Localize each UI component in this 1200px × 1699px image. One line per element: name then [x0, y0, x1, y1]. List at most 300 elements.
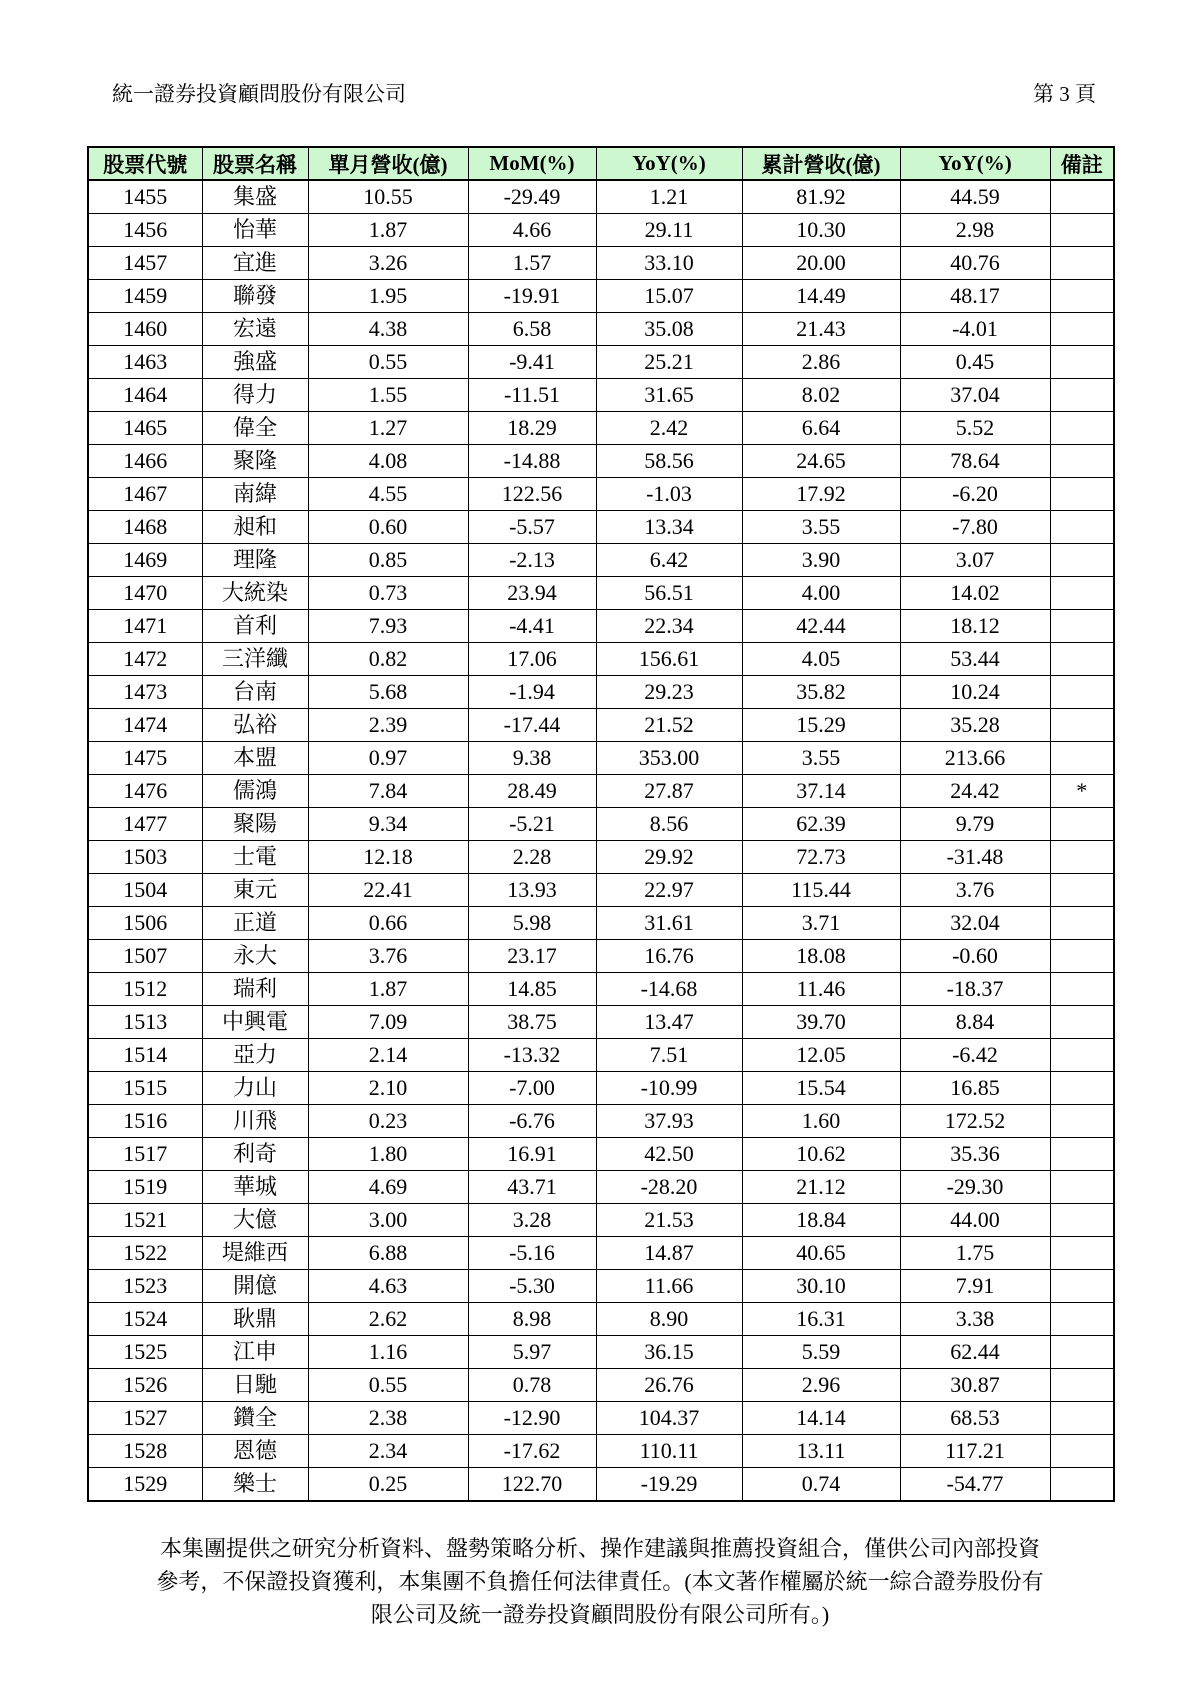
cell-stock-name: 弘裕 — [202, 709, 308, 742]
cell-mom-pct: 8.98 — [468, 1303, 596, 1336]
cell-mom-pct: 23.17 — [468, 940, 596, 973]
cell-yoy-pct: 104.37 — [596, 1402, 742, 1435]
cell-mom-pct: 28.49 — [468, 775, 596, 808]
cell-cumulative-revenue: 21.12 — [742, 1171, 900, 1204]
cell-cumulative-revenue: 16.31 — [742, 1303, 900, 1336]
disclaimer-line: 限公司及統一證券投資顧問股份有限公司所有。) — [370, 1602, 830, 1627]
cell-stock-name: 江申 — [202, 1336, 308, 1369]
cell-yoy-pct: -1.03 — [596, 478, 742, 511]
cell-remark — [1050, 907, 1114, 940]
table-row — [88, 610, 1114, 643]
cell-cumulative-yoy-pct: 35.28 — [900, 709, 1050, 742]
cell-cumulative-yoy-pct: 18.12 — [900, 610, 1050, 643]
cell-cumulative-yoy-pct: 1.75 — [900, 1237, 1050, 1270]
cell-yoy-pct: 8.90 — [596, 1303, 742, 1336]
cell-cumulative-yoy-pct: 8.84 — [900, 1006, 1050, 1039]
cell-cumulative-yoy-pct: -6.20 — [900, 478, 1050, 511]
cell-monthly-revenue: 0.66 — [308, 907, 468, 940]
cell-cumulative-yoy-pct: -29.30 — [900, 1171, 1050, 1204]
cell-stock-code: 1459 — [88, 280, 202, 313]
table-row — [88, 544, 1114, 577]
cell-yoy-pct: 31.61 — [596, 907, 742, 940]
cell-yoy-pct: 27.87 — [596, 775, 742, 808]
cell-stock-code: 1507 — [88, 940, 202, 973]
cell-mom-pct: 13.93 — [468, 874, 596, 907]
cell-monthly-revenue: 5.68 — [308, 676, 468, 709]
cell-monthly-revenue: 2.39 — [308, 709, 468, 742]
cell-yoy-pct: 22.97 — [596, 874, 742, 907]
table-row — [88, 577, 1114, 610]
cell-stock-name: 永大 — [202, 940, 308, 973]
table-row — [88, 1369, 1114, 1402]
col-header-mom: MoM(%) — [468, 147, 596, 180]
cell-monthly-revenue: 9.34 — [308, 808, 468, 841]
cell-mom-pct: -13.32 — [468, 1039, 596, 1072]
cell-stock-name: 首利 — [202, 610, 308, 643]
cell-cumulative-revenue: 15.29 — [742, 709, 900, 742]
cell-remark — [1050, 874, 1114, 907]
cell-remark — [1050, 940, 1114, 973]
cell-remark — [1050, 1270, 1114, 1303]
cell-cumulative-yoy-pct: 2.98 — [900, 214, 1050, 247]
cell-cumulative-yoy-pct: 5.52 — [900, 412, 1050, 445]
cell-mom-pct: 23.94 — [468, 577, 596, 610]
cell-monthly-revenue: 1.27 — [308, 412, 468, 445]
cell-monthly-revenue: 0.97 — [308, 742, 468, 775]
cell-yoy-pct: 36.15 — [596, 1336, 742, 1369]
cell-cumulative-yoy-pct: 0.45 — [900, 346, 1050, 379]
cell-mom-pct: -7.00 — [468, 1072, 596, 1105]
cell-remark — [1050, 709, 1114, 742]
cell-yoy-pct: 8.56 — [596, 808, 742, 841]
table-header-row — [88, 147, 1114, 180]
cell-stock-code: 1469 — [88, 544, 202, 577]
cell-stock-name: 昶和 — [202, 511, 308, 544]
cell-yoy-pct: 35.08 — [596, 313, 742, 346]
cell-monthly-revenue: 7.93 — [308, 610, 468, 643]
cell-cumulative-revenue: 62.39 — [742, 808, 900, 841]
cell-cumulative-revenue: 4.00 — [742, 577, 900, 610]
cell-remark — [1050, 247, 1114, 280]
cell-mom-pct: 5.97 — [468, 1336, 596, 1369]
cell-stock-name: 東元 — [202, 874, 308, 907]
cell-mom-pct: -5.21 — [468, 808, 596, 841]
table-row — [88, 676, 1114, 709]
cell-mom-pct: 9.38 — [468, 742, 596, 775]
page-header — [112, 78, 1096, 112]
cell-mom-pct: -14.88 — [468, 445, 596, 478]
cell-stock-name: 理隆 — [202, 544, 308, 577]
cell-mom-pct: -12.90 — [468, 1402, 596, 1435]
disclaimer-line: 本集團提供之研究分析資料、盤勢策略分析、操作建議與推薦投資組合，僅供公司內部投資 — [159, 1536, 1040, 1561]
page-number: 第 3 頁 — [1033, 82, 1096, 106]
cell-remark — [1050, 1435, 1114, 1468]
cell-cumulative-yoy-pct: 14.02 — [900, 577, 1050, 610]
col-header-yoy: YoY(%) — [596, 147, 742, 180]
cell-yoy-pct: 21.53 — [596, 1204, 742, 1237]
table-row — [88, 1303, 1114, 1336]
cell-remark — [1050, 445, 1114, 478]
cell-yoy-pct: -14.68 — [596, 973, 742, 1006]
cell-cumulative-yoy-pct: -6.42 — [900, 1039, 1050, 1072]
cell-cumulative-yoy-pct: 16.85 — [900, 1072, 1050, 1105]
cell-cumulative-yoy-pct: 3.38 — [900, 1303, 1050, 1336]
cell-mom-pct: 0.78 — [468, 1369, 596, 1402]
table-row — [88, 1402, 1114, 1435]
cell-yoy-pct: 15.07 — [596, 280, 742, 313]
cell-stock-name: 偉全 — [202, 412, 308, 445]
table-row — [88, 180, 1114, 214]
cell-cumulative-revenue: 2.96 — [742, 1369, 900, 1402]
cell-mom-pct: 1.57 — [468, 247, 596, 280]
cell-stock-name: 本盟 — [202, 742, 308, 775]
cell-stock-name: 宜進 — [202, 247, 308, 280]
cell-mom-pct: -19.91 — [468, 280, 596, 313]
cell-yoy-pct: 29.11 — [596, 214, 742, 247]
table-row — [88, 1270, 1114, 1303]
table-row — [88, 1072, 1114, 1105]
table-row — [88, 1105, 1114, 1138]
cell-monthly-revenue: 6.88 — [308, 1237, 468, 1270]
cell-remark — [1050, 841, 1114, 874]
cell-cumulative-yoy-pct: 68.53 — [900, 1402, 1050, 1435]
cell-remark — [1050, 1171, 1114, 1204]
table-row — [88, 214, 1114, 247]
table-row — [88, 1039, 1114, 1072]
cell-stock-code: 1468 — [88, 511, 202, 544]
cell-remark — [1050, 1237, 1114, 1270]
cell-cumulative-revenue: 5.59 — [742, 1336, 900, 1369]
cell-monthly-revenue: 0.55 — [308, 346, 468, 379]
cell-stock-code: 1522 — [88, 1237, 202, 1270]
cell-cumulative-revenue: 40.65 — [742, 1237, 900, 1270]
cell-cumulative-yoy-pct: -18.37 — [900, 973, 1050, 1006]
cell-stock-code: 1512 — [88, 973, 202, 1006]
disclaimer — [100, 1532, 1100, 1631]
cell-remark — [1050, 1369, 1114, 1402]
cell-mom-pct: 122.56 — [468, 478, 596, 511]
cell-monthly-revenue: 12.18 — [308, 841, 468, 874]
cell-yoy-pct: 56.51 — [596, 577, 742, 610]
cell-stock-code: 1472 — [88, 643, 202, 676]
table-row — [88, 973, 1114, 1006]
cell-yoy-pct: 25.21 — [596, 346, 742, 379]
cell-stock-name: 儒鴻 — [202, 775, 308, 808]
cell-cumulative-revenue: 0.74 — [742, 1468, 900, 1502]
cell-stock-name: 大億 — [202, 1204, 308, 1237]
col-header-cumulative-revenue: 累計營收(億) — [742, 147, 900, 180]
cell-stock-name: 耿鼎 — [202, 1303, 308, 1336]
cell-cumulative-yoy-pct: 40.76 — [900, 247, 1050, 280]
cell-yoy-pct: 11.66 — [596, 1270, 742, 1303]
cell-cumulative-yoy-pct: -7.80 — [900, 511, 1050, 544]
cell-mom-pct: -6.76 — [468, 1105, 596, 1138]
table-row — [88, 247, 1114, 280]
cell-monthly-revenue: 1.55 — [308, 379, 468, 412]
cell-remark — [1050, 313, 1114, 346]
cell-monthly-revenue: 7.09 — [308, 1006, 468, 1039]
cell-stock-code: 1503 — [88, 841, 202, 874]
cell-stock-name: 大統染 — [202, 577, 308, 610]
cell-remark — [1050, 1039, 1114, 1072]
cell-mom-pct: 16.91 — [468, 1138, 596, 1171]
cell-cumulative-revenue: 13.11 — [742, 1435, 900, 1468]
cell-monthly-revenue: 1.87 — [308, 214, 468, 247]
cell-stock-code: 1475 — [88, 742, 202, 775]
cell-mom-pct: 3.28 — [468, 1204, 596, 1237]
cell-remark — [1050, 643, 1114, 676]
table-row — [88, 709, 1114, 742]
cell-stock-name: 開億 — [202, 1270, 308, 1303]
cell-monthly-revenue: 4.08 — [308, 445, 468, 478]
cell-cumulative-yoy-pct: 37.04 — [900, 379, 1050, 412]
cell-remark — [1050, 676, 1114, 709]
cell-cumulative-revenue: 3.90 — [742, 544, 900, 577]
cell-stock-name: 士電 — [202, 841, 308, 874]
cell-stock-code: 1517 — [88, 1138, 202, 1171]
cell-monthly-revenue: 10.55 — [308, 180, 468, 214]
table-row — [88, 940, 1114, 973]
col-header-code: 股票代號 — [88, 147, 202, 180]
cell-stock-code: 1470 — [88, 577, 202, 610]
cell-monthly-revenue: 4.63 — [308, 1270, 468, 1303]
cell-cumulative-yoy-pct: 3.07 — [900, 544, 1050, 577]
cell-monthly-revenue: 1.95 — [308, 280, 468, 313]
cell-yoy-pct: 156.61 — [596, 643, 742, 676]
cell-mom-pct: 17.06 — [468, 643, 596, 676]
cell-yoy-pct: 58.56 — [596, 445, 742, 478]
cell-monthly-revenue: 1.87 — [308, 973, 468, 1006]
cell-stock-code: 1525 — [88, 1336, 202, 1369]
table-row — [88, 1171, 1114, 1204]
cell-mom-pct: 18.29 — [468, 412, 596, 445]
cell-cumulative-revenue: 81.92 — [742, 180, 900, 214]
table-row — [88, 511, 1114, 544]
cell-stock-code: 1455 — [88, 180, 202, 214]
cell-stock-code: 1466 — [88, 445, 202, 478]
table-body — [88, 180, 1114, 1501]
cell-mom-pct: -2.13 — [468, 544, 596, 577]
cell-stock-name: 怡華 — [202, 214, 308, 247]
cell-cumulative-revenue: 2.86 — [742, 346, 900, 379]
cell-remark — [1050, 511, 1114, 544]
cell-mom-pct: -5.30 — [468, 1270, 596, 1303]
cell-cumulative-revenue: 14.14 — [742, 1402, 900, 1435]
cell-stock-code: 1465 — [88, 412, 202, 445]
cell-monthly-revenue: 4.38 — [308, 313, 468, 346]
cell-cumulative-yoy-pct: 48.17 — [900, 280, 1050, 313]
cell-stock-code: 1457 — [88, 247, 202, 280]
cell-cumulative-revenue: 4.05 — [742, 643, 900, 676]
cell-remark — [1050, 1204, 1114, 1237]
table-row — [88, 412, 1114, 445]
cell-remark — [1050, 742, 1114, 775]
table-row — [88, 1138, 1114, 1171]
cell-mom-pct: 14.85 — [468, 973, 596, 1006]
cell-cumulative-revenue: 10.30 — [742, 214, 900, 247]
table-row — [88, 1237, 1114, 1270]
cell-stock-code: 1528 — [88, 1435, 202, 1468]
cell-yoy-pct: 37.93 — [596, 1105, 742, 1138]
cell-remark — [1050, 412, 1114, 445]
cell-stock-name: 三洋纖 — [202, 643, 308, 676]
cell-cumulative-revenue: 3.71 — [742, 907, 900, 940]
cell-yoy-pct: -10.99 — [596, 1072, 742, 1105]
cell-cumulative-revenue: 42.44 — [742, 610, 900, 643]
table-row — [88, 1336, 1114, 1369]
cell-cumulative-revenue: 3.55 — [742, 742, 900, 775]
col-header-monthly-revenue: 單月營收(億) — [308, 147, 468, 180]
cell-monthly-revenue: 0.55 — [308, 1369, 468, 1402]
cell-remark — [1050, 379, 1114, 412]
cell-cumulative-yoy-pct: -0.60 — [900, 940, 1050, 973]
table-row — [88, 280, 1114, 313]
cell-stock-name: 得力 — [202, 379, 308, 412]
table-row — [88, 1435, 1114, 1468]
cell-remark — [1050, 1336, 1114, 1369]
cell-stock-code: 1460 — [88, 313, 202, 346]
cell-yoy-pct: 110.11 — [596, 1435, 742, 1468]
cell-stock-name: 恩德 — [202, 1435, 308, 1468]
cell-monthly-revenue: 4.55 — [308, 478, 468, 511]
cell-monthly-revenue: 0.25 — [308, 1468, 468, 1502]
cell-yoy-pct: 26.76 — [596, 1369, 742, 1402]
cell-stock-name: 聚陽 — [202, 808, 308, 841]
cell-stock-code: 1456 — [88, 214, 202, 247]
cell-yoy-pct: 31.65 — [596, 379, 742, 412]
cell-yoy-pct: 33.10 — [596, 247, 742, 280]
table-row — [88, 313, 1114, 346]
cell-remark — [1050, 346, 1114, 379]
table-row — [88, 874, 1114, 907]
cell-stock-name: 宏遠 — [202, 313, 308, 346]
cell-stock-name: 集盛 — [202, 180, 308, 214]
cell-yoy-pct: 42.50 — [596, 1138, 742, 1171]
cell-cumulative-revenue: 72.73 — [742, 841, 900, 874]
cell-remark — [1050, 1468, 1114, 1502]
cell-yoy-pct: 13.34 — [596, 511, 742, 544]
cell-mom-pct: 38.75 — [468, 1006, 596, 1039]
cell-stock-name: 亞力 — [202, 1039, 308, 1072]
cell-mom-pct: -5.16 — [468, 1237, 596, 1270]
table-row — [88, 808, 1114, 841]
cell-mom-pct: -29.49 — [468, 180, 596, 214]
cell-cumulative-revenue: 11.46 — [742, 973, 900, 1006]
cell-monthly-revenue: 1.80 — [308, 1138, 468, 1171]
cell-stock-name: 力山 — [202, 1072, 308, 1105]
cell-yoy-pct: 353.00 — [596, 742, 742, 775]
cell-cumulative-yoy-pct: 24.42 — [900, 775, 1050, 808]
cell-cumulative-yoy-pct: 44.00 — [900, 1204, 1050, 1237]
cell-stock-name: 鑽全 — [202, 1402, 308, 1435]
cell-cumulative-yoy-pct: 10.24 — [900, 676, 1050, 709]
cell-yoy-pct: -28.20 — [596, 1171, 742, 1204]
cell-stock-name: 正道 — [202, 907, 308, 940]
cell-monthly-revenue: 2.14 — [308, 1039, 468, 1072]
cell-cumulative-yoy-pct: 35.36 — [900, 1138, 1050, 1171]
cell-stock-code: 1463 — [88, 346, 202, 379]
table-row — [88, 775, 1114, 808]
cell-cumulative-revenue: 10.62 — [742, 1138, 900, 1171]
cell-stock-code: 1524 — [88, 1303, 202, 1336]
cell-monthly-revenue: 4.69 — [308, 1171, 468, 1204]
cell-cumulative-yoy-pct: -54.77 — [900, 1468, 1050, 1502]
cell-remark — [1050, 544, 1114, 577]
cell-cumulative-revenue: 35.82 — [742, 676, 900, 709]
cell-stock-code: 1513 — [88, 1006, 202, 1039]
cell-remark — [1050, 180, 1114, 214]
cell-remark — [1050, 973, 1114, 1006]
cell-remark — [1050, 808, 1114, 841]
table-row — [88, 1006, 1114, 1039]
cell-stock-name: 華城 — [202, 1171, 308, 1204]
cell-stock-code: 1521 — [88, 1204, 202, 1237]
cell-mom-pct: -11.51 — [468, 379, 596, 412]
cell-cumulative-revenue: 21.43 — [742, 313, 900, 346]
cell-cumulative-revenue: 3.55 — [742, 511, 900, 544]
cell-stock-code: 1473 — [88, 676, 202, 709]
table-row — [88, 346, 1114, 379]
cell-cumulative-yoy-pct: 30.87 — [900, 1369, 1050, 1402]
cell-monthly-revenue: 0.73 — [308, 577, 468, 610]
cell-mom-pct: -4.41 — [468, 610, 596, 643]
cell-stock-code: 1477 — [88, 808, 202, 841]
table-row — [88, 907, 1114, 940]
cell-yoy-pct: 29.92 — [596, 841, 742, 874]
table-row — [88, 478, 1114, 511]
cell-remark — [1050, 1072, 1114, 1105]
cell-yoy-pct: 16.76 — [596, 940, 742, 973]
cell-cumulative-yoy-pct: 7.91 — [900, 1270, 1050, 1303]
cell-monthly-revenue: 2.38 — [308, 1402, 468, 1435]
cell-cumulative-revenue: 1.60 — [742, 1105, 900, 1138]
cell-mom-pct: 5.98 — [468, 907, 596, 940]
cell-cumulative-revenue: 37.14 — [742, 775, 900, 808]
cell-stock-code: 1526 — [88, 1369, 202, 1402]
cell-stock-name: 利奇 — [202, 1138, 308, 1171]
cell-cumulative-revenue: 24.65 — [742, 445, 900, 478]
cell-yoy-pct: 2.42 — [596, 412, 742, 445]
cell-stock-code: 1467 — [88, 478, 202, 511]
table-row — [88, 445, 1114, 478]
cell-mom-pct: -9.41 — [468, 346, 596, 379]
cell-cumulative-yoy-pct: 32.04 — [900, 907, 1050, 940]
table-row — [88, 379, 1114, 412]
cell-monthly-revenue: 7.84 — [308, 775, 468, 808]
col-header-name: 股票名稱 — [202, 147, 308, 180]
cell-cumulative-yoy-pct: 3.76 — [900, 874, 1050, 907]
cell-cumulative-revenue: 20.00 — [742, 247, 900, 280]
table-row — [88, 742, 1114, 775]
cell-monthly-revenue: 0.60 — [308, 511, 468, 544]
table-row — [88, 1468, 1114, 1502]
cell-stock-code: 1471 — [88, 610, 202, 643]
cell-mom-pct: 43.71 — [468, 1171, 596, 1204]
cell-yoy-pct: 1.21 — [596, 180, 742, 214]
cell-cumulative-revenue: 8.02 — [742, 379, 900, 412]
cell-stock-name: 強盛 — [202, 346, 308, 379]
cell-stock-code: 1476 — [88, 775, 202, 808]
cell-yoy-pct: 29.23 — [596, 676, 742, 709]
cell-cumulative-yoy-pct: -4.01 — [900, 313, 1050, 346]
cell-cumulative-revenue: 39.70 — [742, 1006, 900, 1039]
cell-monthly-revenue: 0.85 — [308, 544, 468, 577]
cell-yoy-pct: 21.52 — [596, 709, 742, 742]
col-header-remarks: 備註 — [1050, 147, 1114, 180]
cell-cumulative-yoy-pct: 53.44 — [900, 643, 1050, 676]
cell-stock-name: 川飛 — [202, 1105, 308, 1138]
cell-remark — [1050, 610, 1114, 643]
